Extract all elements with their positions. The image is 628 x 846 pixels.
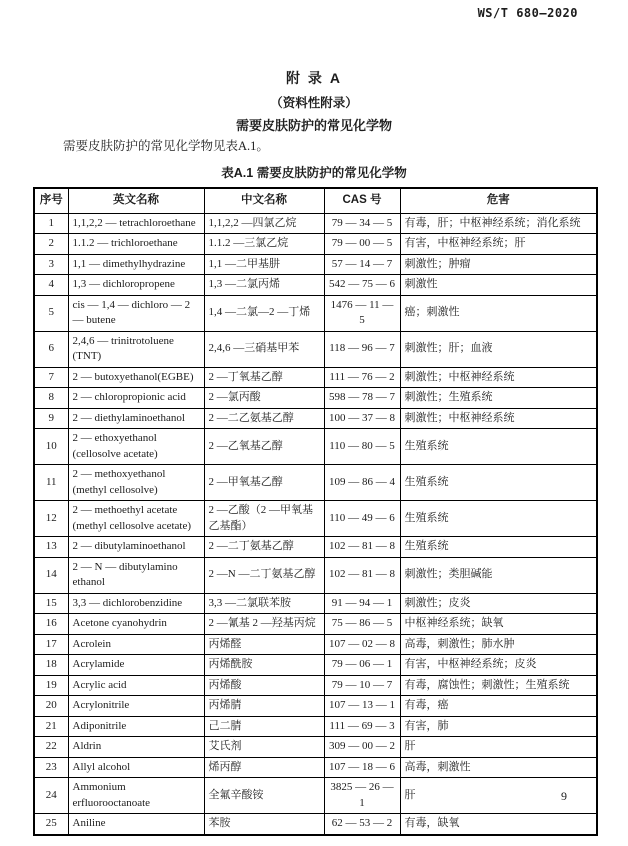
cell-chinese-name: 己二腈 (204, 716, 324, 737)
cell-chinese-name: 2,4,6 —三硝基甲苯 (204, 331, 324, 367)
appendix-title-block (0, 68, 628, 134)
cell-serial-number: 3 (34, 254, 68, 275)
cell-english-name: Aldrin (68, 737, 204, 758)
cell-cas-number: 118 — 96 — 7 (324, 331, 400, 367)
cell-serial-number: 2 (34, 234, 68, 255)
cell-english-name: Acrylic acid (68, 675, 204, 696)
cell-hazard: 有毒，肝；中枢神经系统；消化系统 (400, 213, 597, 234)
cell-cas-number: 62 — 53 — 2 (324, 814, 400, 835)
cell-cas-number: 598 — 78 — 7 (324, 388, 400, 409)
cell-chinese-name: 2 —乙氧基乙醇 (204, 429, 324, 465)
table-row (34, 254, 597, 275)
cell-chinese-name: 1.1.2 —三氯乙烷 (204, 234, 324, 255)
appendix-subtitle: （资料性附录） (270, 96, 358, 110)
cell-hazard: 刺激性；类胆碱能 (400, 557, 597, 593)
cell-english-name: Acetone cyanohydrin (68, 614, 204, 635)
cell-serial-number: 6 (34, 331, 68, 367)
cell-cas-number: 91 — 94 — 1 (324, 593, 400, 614)
cell-english-name: Aniline (68, 814, 204, 835)
cell-chinese-name: 1,3 —二氯丙烯 (204, 275, 324, 296)
cell-chinese-name: 2 —乙酸（2 —甲氧基乙基酯） (204, 501, 324, 537)
cell-chinese-name: 2 —氯丙酸 (204, 388, 324, 409)
cell-serial-number: 4 (34, 275, 68, 296)
cell-hazard: 有害，中枢神经系统；皮炎 (400, 655, 597, 676)
cell-serial-number: 23 (34, 757, 68, 778)
table-row (34, 429, 597, 465)
cell-english-name: 2,4,6 — trinitrotoluene (TNT) (68, 331, 204, 367)
cell-serial-number: 8 (34, 388, 68, 409)
cell-chinese-name: 2 —二丁氨基乙醇 (204, 537, 324, 558)
cell-english-name: 2 — N — dibutylamino ethanol (68, 557, 204, 593)
table-row (34, 213, 597, 234)
appendix-title: 附 录 A (286, 70, 342, 86)
cell-cas-number: 111 — 69 — 3 (324, 716, 400, 737)
table-row (34, 295, 597, 331)
table-row (34, 501, 597, 537)
cell-hazard: 有害，中枢神经系统；肝 (400, 234, 597, 255)
cell-serial-number: 5 (34, 295, 68, 331)
table-row (34, 737, 597, 758)
cell-chinese-name: 2 —二乙氨基乙醇 (204, 408, 324, 429)
cell-chinese-name: 艾氏剂 (204, 737, 324, 758)
cell-serial-number: 17 (34, 634, 68, 655)
table-row (34, 388, 597, 409)
cell-hazard: 刺激性；肝；血液 (400, 331, 597, 367)
table-row (34, 814, 597, 835)
cell-english-name: 2 — methoethyl acetate (methyl cellosolve acetate) (68, 501, 204, 537)
header-cell-hazard: 危害 (400, 188, 597, 213)
cell-cas-number: 79 — 34 — 5 (324, 213, 400, 234)
chemical-table-head (34, 188, 597, 213)
intro-paragraph: 需要皮肤防护的常见化学物见表A.1。 (63, 139, 269, 153)
cell-hazard: 刺激性；生殖系统 (400, 388, 597, 409)
table-row (34, 557, 597, 593)
cell-serial-number: 13 (34, 537, 68, 558)
cell-chinese-name: 丙烯腈 (204, 696, 324, 717)
cell-english-name: 2 — butoxyethanol(EGBE) (68, 367, 204, 388)
cell-chinese-name: 2 —N —二丁氨基乙醇 (204, 557, 324, 593)
cell-serial-number: 25 (34, 814, 68, 835)
header-cell-en: 英文名称 (68, 188, 204, 213)
cell-hazard: 高毒，刺激性 (400, 757, 597, 778)
cell-hazard: 刺激性 (400, 275, 597, 296)
standard-number-header: WS/T 680—2020 (477, 6, 578, 20)
table-row (34, 614, 597, 635)
cell-cas-number: 1476 — 11 — 5 (324, 295, 400, 331)
cell-cas-number: 309 — 00 — 2 (324, 737, 400, 758)
cell-cas-number: 102 — 81 — 8 (324, 537, 400, 558)
page-number: 9 (561, 789, 567, 803)
cell-chinese-name: 丙烯醛 (204, 634, 324, 655)
cell-chinese-name: 烯丙醇 (204, 757, 324, 778)
table-caption: 表A.1 需要皮肤防护的常见化学物 (221, 166, 407, 180)
cell-hazard: 生殖系统 (400, 465, 597, 501)
cell-english-name: 1,1,2,2 — tetrachloroethane (68, 213, 204, 234)
cell-chinese-name: 全氟辛酸铵 (204, 778, 324, 814)
cell-serial-number: 14 (34, 557, 68, 593)
table-row (34, 275, 597, 296)
cell-english-name: 1,3 — dichloropropene (68, 275, 204, 296)
cell-cas-number: 79 — 00 — 5 (324, 234, 400, 255)
cell-hazard: 刺激性；中枢神经系统 (400, 408, 597, 429)
cell-chinese-name: 1,1,2,2 —四氯乙烷 (204, 213, 324, 234)
cell-chinese-name: 1,4 —二氯—2 —丁烯 (204, 295, 324, 331)
cell-english-name: Acrylamide (68, 655, 204, 676)
chemical-table (33, 187, 598, 836)
table-row (34, 367, 597, 388)
cell-chinese-name: 丙烯酸 (204, 675, 324, 696)
cell-cas-number: 107 — 02 — 8 (324, 634, 400, 655)
cell-hazard: 刺激性；中枢神经系统 (400, 367, 597, 388)
cell-serial-number: 20 (34, 696, 68, 717)
cell-serial-number: 21 (34, 716, 68, 737)
cell-cas-number: 75 — 86 — 5 (324, 614, 400, 635)
cell-cas-number: 100 — 37 — 8 (324, 408, 400, 429)
cell-cas-number: 111 — 76 — 2 (324, 367, 400, 388)
table-header-row (34, 188, 597, 213)
cell-cas-number: 107 — 18 — 6 (324, 757, 400, 778)
cell-cas-number: 57 — 14 — 7 (324, 254, 400, 275)
cell-chinese-name: 1,1 —二甲基肼 (204, 254, 324, 275)
cell-serial-number: 7 (34, 367, 68, 388)
cell-english-name: cis — 1,4 — dichloro — 2 — butene (68, 295, 204, 331)
cell-hazard: 癌；刺激性 (400, 295, 597, 331)
header-cell-cn: 中文名称 (204, 188, 324, 213)
cell-hazard: 肝 (400, 737, 597, 758)
table-row (34, 408, 597, 429)
cell-serial-number: 11 (34, 465, 68, 501)
table-row (34, 331, 597, 367)
cell-english-name: Allyl alcohol (68, 757, 204, 778)
cell-hazard: 刺激性；肿瘤 (400, 254, 597, 275)
cell-english-name: 2 — ethoxyethanol (cellosolve acetate) (68, 429, 204, 465)
cell-chinese-name: 丙烯酰胺 (204, 655, 324, 676)
cell-hazard: 生殖系统 (400, 537, 597, 558)
cell-english-name: Acrolein (68, 634, 204, 655)
cell-serial-number: 24 (34, 778, 68, 814)
table-row (34, 537, 597, 558)
cell-chinese-name: 2 —丁氧基乙醇 (204, 367, 324, 388)
cell-english-name: 2 — methoxyethanol (methyl cellosolve) (68, 465, 204, 501)
cell-serial-number: 22 (34, 737, 68, 758)
cell-cas-number: 109 — 86 — 4 (324, 465, 400, 501)
cell-english-name: 1.1.2 — trichloroethane (68, 234, 204, 255)
cell-cas-number: 110 — 49 — 6 (324, 501, 400, 537)
cell-hazard: 有害，肺 (400, 716, 597, 737)
cell-cas-number: 542 — 75 — 6 (324, 275, 400, 296)
cell-hazard: 中枢神经系统；缺氧 (400, 614, 597, 635)
table-row (34, 778, 597, 814)
cell-cas-number: 110 — 80 — 5 (324, 429, 400, 465)
header-cell-no: 序号 (34, 188, 68, 213)
cell-english-name: 3,3 — dichlorobenzidine (68, 593, 204, 614)
cell-cas-number: 79 — 06 — 1 (324, 655, 400, 676)
cell-cas-number: 107 — 13 — 1 (324, 696, 400, 717)
cell-hazard: 有毒，缺氧 (400, 814, 597, 835)
cell-serial-number: 16 (34, 614, 68, 635)
cell-english-name: 2 — chloropropionic acid (68, 388, 204, 409)
cell-chinese-name: 苯胺 (204, 814, 324, 835)
cell-english-name: Adiponitrile (68, 716, 204, 737)
cell-english-name: 2 — dibutylaminoethanol (68, 537, 204, 558)
table-row (34, 696, 597, 717)
cell-chinese-name: 2 —氰基 2 —羟基丙烷 (204, 614, 324, 635)
cell-hazard: 有毒，腐蚀性；刺激性；生殖系统 (400, 675, 597, 696)
cell-serial-number: 15 (34, 593, 68, 614)
cell-cas-number: 102 — 81 — 8 (324, 557, 400, 593)
cell-english-name: 1,1 — dimethylhydrazine (68, 254, 204, 275)
cell-serial-number: 10 (34, 429, 68, 465)
cell-hazard: 刺激性；皮炎 (400, 593, 597, 614)
cell-serial-number: 1 (34, 213, 68, 234)
table-row (34, 757, 597, 778)
cell-chinese-name: 2 —甲氧基乙醇 (204, 465, 324, 501)
cell-hazard: 生殖系统 (400, 501, 597, 537)
table-row (34, 465, 597, 501)
cell-english-name: Acrylonitrile (68, 696, 204, 717)
cell-serial-number: 19 (34, 675, 68, 696)
chemical-table-body (34, 213, 597, 835)
cell-cas-number: 79 — 10 — 7 (324, 675, 400, 696)
cell-hazard: 高毒，刺激性；肺水肿 (400, 634, 597, 655)
table-row (34, 675, 597, 696)
cell-chinese-name: 3,3 —二氯联苯胺 (204, 593, 324, 614)
cell-english-name: Ammonium erfluorooctanoate (68, 778, 204, 814)
cell-hazard: 生殖系统 (400, 429, 597, 465)
cell-english-name: 2 — diethylaminoethanol (68, 408, 204, 429)
cell-serial-number: 18 (34, 655, 68, 676)
table-row (34, 655, 597, 676)
appendix-heading: 需要皮肤防护的常见化学物 (235, 118, 392, 133)
cell-hazard: 有毒，癌 (400, 696, 597, 717)
table-row (34, 234, 597, 255)
cell-serial-number: 12 (34, 501, 68, 537)
header-cell-cas: CAS 号 (324, 188, 400, 213)
cell-serial-number: 9 (34, 408, 68, 429)
table-row (34, 716, 597, 737)
table-row (34, 593, 597, 614)
cell-cas-number: 3825 — 26 — 1 (324, 778, 400, 814)
cell-hazard: 肝 (400, 778, 597, 814)
table-row (34, 634, 597, 655)
